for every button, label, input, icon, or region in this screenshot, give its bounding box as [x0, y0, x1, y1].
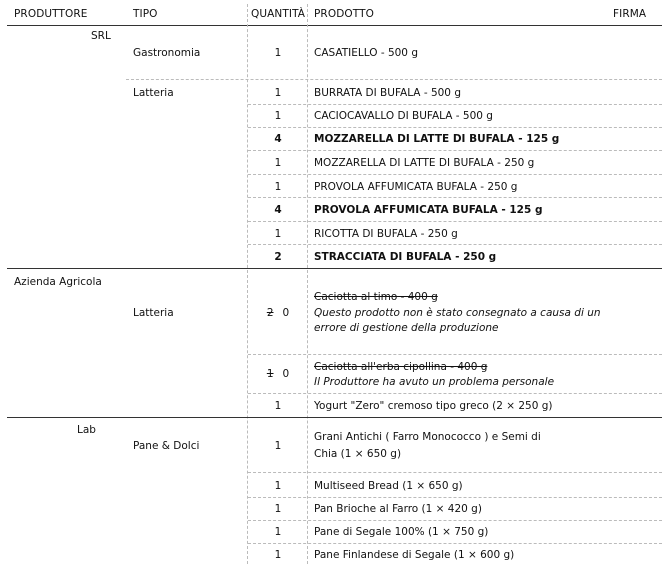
tipo-label: Pane & Dolci: [133, 440, 200, 452]
row-product: CACIOCAVALLO DI BUFALA - 500 g: [314, 110, 493, 122]
new-quantity: 0: [282, 307, 290, 319]
row-quantity: 2: [274, 251, 282, 263]
group-divider: [7, 417, 662, 418]
row-product: MOZZARELLA DI LATTE DI BUFALA - 125 g: [314, 133, 560, 145]
row-product: BURRATA DI BUFALA - 500 g: [314, 87, 461, 99]
row-product: Caciotta al timo - 400 g: [314, 291, 438, 303]
tipo-label: Gastronomia: [133, 47, 201, 59]
row-product: Pane di Segale 100% (1 × 750 g): [314, 526, 489, 538]
tipo-label: Latteria: [133, 307, 174, 319]
row-divider: [248, 472, 662, 473]
row-quantity: 1: [274, 400, 282, 412]
row-product: Caciotta all'erba cipollina - 400 g: [314, 361, 488, 373]
row-quantity: 1: [274, 503, 282, 515]
row-divider: [248, 174, 662, 175]
row-divider: [248, 244, 662, 245]
row-quantity: [248, 307, 308, 319]
produttore-label: Azienda Agricola: [14, 276, 102, 288]
row-quantity: 1: [274, 526, 282, 538]
new-quantity: 0: [282, 368, 290, 380]
row-quantity: 4: [274, 204, 282, 216]
row-divider: [248, 393, 662, 394]
header-quantita: QUANTITÀ: [251, 8, 306, 20]
table-header: [0, 0, 668, 26]
produttore-label: Lab: [77, 424, 96, 436]
header-divider: [7, 25, 662, 26]
row-divider: [248, 197, 662, 198]
row-quantity: 1: [274, 228, 282, 240]
row-quantity: 4: [274, 133, 282, 145]
row-quantity: 1: [274, 440, 282, 452]
row-product: Pane Finlandese di Segale (1 × 600 g): [314, 549, 515, 561]
row-divider: [248, 543, 662, 544]
row-divider: [248, 497, 662, 498]
row-quantity: 1: [274, 47, 282, 59]
row-divider: [248, 221, 662, 222]
row-divider: [248, 104, 662, 105]
row-quantity: [248, 368, 308, 380]
row-quantity: 1: [274, 480, 282, 492]
row-quantity: 1: [274, 157, 282, 169]
produttore-label: SRL: [91, 30, 111, 42]
row-product: Multiseed Bread (1 × 650 g): [314, 480, 463, 492]
row-divider: [248, 150, 662, 151]
row-product: RICOTTA DI BUFALA - 250 g: [314, 228, 458, 240]
row-product: MOZZARELLA DI LATTE DI BUFALA - 250 g: [314, 157, 535, 169]
row-product: CASATIELLO - 500 g: [314, 47, 418, 59]
row-note: Il Produttore ha avuto un problema personale: [314, 376, 555, 388]
row-quantity: 1: [274, 549, 282, 561]
row-quantity: 1: [274, 87, 282, 99]
row-divider: [248, 127, 662, 128]
old-quantity: 2: [266, 307, 274, 319]
row-note: Questo prodotto non è stato consegnato a causa di un errore di gestione della produzione: [314, 307, 601, 334]
group-divider: [7, 268, 662, 269]
header-tipo: TIPO: [133, 8, 158, 20]
row-product: Grani Antichi ( Farro Monococco ) e Semi di Chia (1 × 650 g): [314, 431, 541, 460]
row-product: Yogurt "Zero" cremoso tipo greco (2 × 250 g): [314, 400, 553, 412]
section-divider: [126, 79, 662, 80]
old-quantity: 1: [266, 368, 274, 380]
header-prodotto: PRODOTTO: [314, 8, 374, 20]
row-quantity: 1: [274, 181, 282, 193]
tipo-label: Latteria: [133, 87, 174, 99]
header-firma: FIRMA: [613, 8, 647, 20]
row-product: Pan Brioche al Farro (1 × 420 g): [314, 503, 482, 515]
row-product: STRACCIATA DI BUFALA - 250 g: [314, 251, 497, 263]
row-divider: [248, 520, 662, 521]
row-product: PROVOLA AFFUMICATA BUFALA - 125 g: [314, 204, 543, 216]
row-divider: [248, 354, 662, 355]
header-produttore: PRODUTTORE: [14, 8, 88, 20]
row-quantity: 1: [274, 110, 282, 122]
row-product: PROVOLA AFFUMICATA BUFALA - 250 g: [314, 181, 518, 193]
